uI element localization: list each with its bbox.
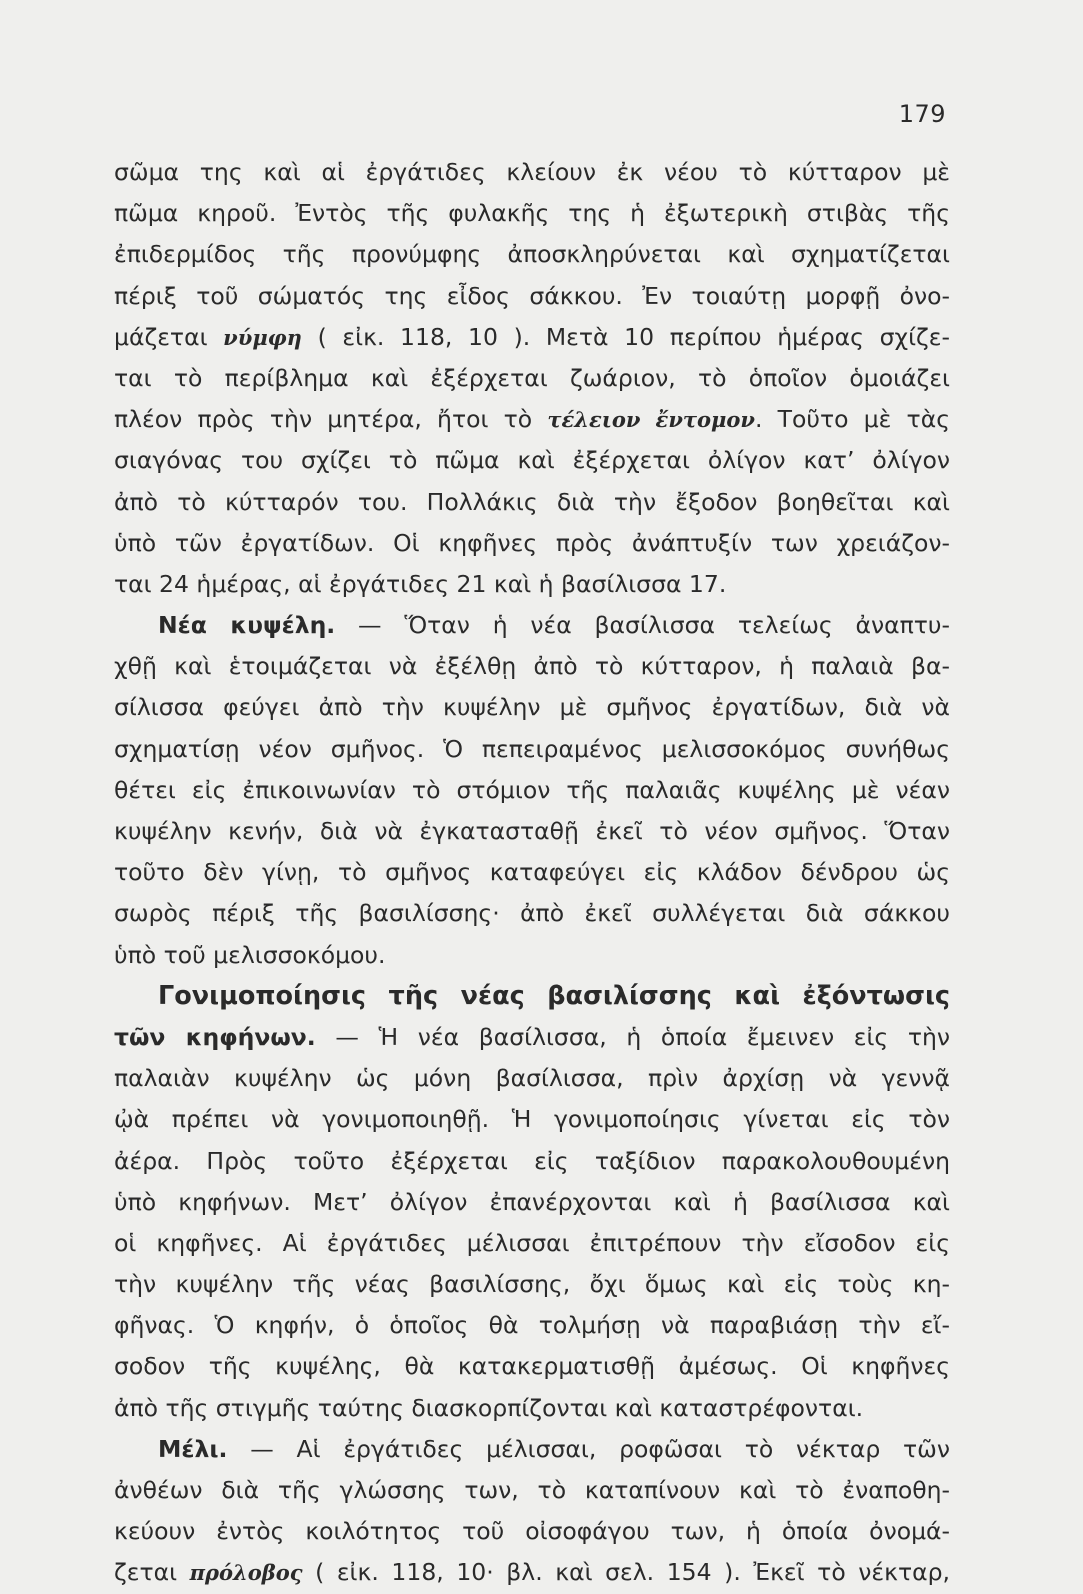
text-line [114,852,950,893]
text-line [114,893,950,934]
text-segment: σωρὸς πέριξ τῆς βασιλίσσης· ἀπὸ ἐκεῖ συλλέγεται διὰ σάκκου [114,899,950,928]
text-line [114,811,950,852]
text-segment: ται 24 ἡμέρας, αἱ ἐργάτιδες 21 καὶ ἡ βασίλισσα 17. [114,569,727,598]
text-segment: ἀπὸ τῆς στιγμῆς ταύτης διασκορπίζονται καὶ καταστρέφονται. [114,1393,864,1422]
text-segment: ὑπὸ κηφήνων. Μετ’ ὀλίγον ἐπανέρχονται καὶ ἡ βασίλισσα καὶ [114,1187,950,1216]
text-segment: σοδον τῆς κυψέλης, θὰ κατακερματισθῇ ἀμέσως. Οἱ κηφῆνες [114,1352,950,1381]
text-line [114,564,950,605]
emphasized-term: πρόλοβος [189,1560,303,1586]
text-segment: — Ὅταν ἡ νέα βασίλισσα τελείως ἀναπτυ- [335,611,950,640]
section-heading: Νέα κυψέλη. [158,611,336,640]
text-line [114,1511,950,1552]
text-line [114,1223,950,1264]
text-segment: — Αἱ ἐργάτιδες μέλισσαι, ροφῶσαι τὸ νέκταρ τῶν [227,1434,950,1463]
text-line [114,1346,950,1387]
text-line [114,482,950,523]
text-segment: φῆνας. Ὁ κηφήν, ὁ ὁποῖος θὰ τολμήσῃ νὰ παραβιάσῃ τὴν εἴ- [114,1311,950,1340]
text-line [114,687,950,728]
text-line [114,399,950,440]
text-segment: ἀέρα. Πρὸς τοῦτο ἐξέρχεται εἰς ταξίδιον παρακολουθουμένη [114,1146,950,1175]
text-line [114,1470,950,1511]
text-line [114,358,950,399]
text-segment: . Τοῦτο μὲ τὰς [754,405,950,434]
text-line [114,1058,950,1099]
text-segment: ται τὸ περίβλημα καὶ ἐξέρχεται ζωάριον, τὸ ὁποῖον ὁμοιάζει [114,363,950,392]
text-line [114,1552,950,1593]
text-line [114,234,950,275]
text-segment: σῶμα της καὶ αἱ ἐργάτιδες κλείουν ἐκ νέου τὸ κύτταρον μὲ [114,158,950,186]
emphasized-term: νύμφη [223,324,302,350]
text-segment: μάζεται [114,322,224,351]
page-number: 179 [898,100,946,128]
text-segment: ( εἰκ. 118, 10 ). Μετὰ 10 περίπου ἡμέρας σχίζε- [301,322,950,351]
text-line [114,317,950,358]
body-text [114,152,950,1594]
text-line [114,976,950,1017]
text-segment: ( εἰκ. 118, 10· βλ. καὶ σελ. 154 ). Ἐκεῖ τὸ νέκταρ, [302,1558,950,1587]
text-segment: ἀπὸ τὸ κύτταρόν του. Πολλάκις διὰ τὴν ἔξοδον βοηθεῖται καὶ [114,487,950,516]
text-line [114,193,950,234]
emphasized-term: τέλειον ἔντομον [547,407,755,433]
text-segment: ἀνθέων διὰ τῆς γλώσσης των, τὸ καταπίνουν καὶ τὸ ἐναποθη- [114,1476,950,1504]
text-segment: οἱ κηφῆνες. Αἱ ἐργάτιδες μέλισσαι ἐπιτρέπουν τὴν εἴσοδον εἰς [114,1228,950,1257]
text-segment: τὴν κυψέλην τῆς νέας βασιλίσσης, ὄχι ὅμως καὶ εἰς τοὺς κη- [114,1270,950,1299]
text-segment: κεύουν ἐντὸς κοιλότητος τοῦ οἰσοφάγου των, ἡ ὁποία ὀνομά- [114,1517,950,1546]
text-segment: θέτει εἰς ἐπικοινωνίαν τὸ στόμιον τῆς παλαιᾶς κυψέλης μὲ νέαν [114,775,950,804]
text-line [114,1305,950,1346]
text-line [114,523,950,564]
text-line [114,1182,950,1223]
section-heading: Μέλι. [158,1434,228,1463]
text-line [114,1264,950,1305]
text-line [114,729,950,770]
text-segment: σίλισσα φεύγει ἀπὸ τὴν κυψέλην μὲ σμῆνος ἐργατίδων, διὰ νὰ [114,693,950,722]
text-line [114,770,950,811]
text-line [114,440,950,481]
text-segment: ζεται [114,1558,190,1587]
text-line [114,152,950,193]
text-segment: κυψέλην κενήν, διὰ νὰ ἐγκατασταθῇ ἐκεῖ τὸ νέον σμῆνος. Ὅταν [114,817,950,845]
text-line [114,276,950,317]
text-line [114,1017,950,1058]
text-segment: χθῇ καὶ ἑτοιμάζεται νὰ ἐξέλθῃ ἀπὸ τὸ κύτταρον, ἡ παλαιὰ βα- [114,652,950,681]
text-segment: πῶμα κηροῦ. Ἐντὸς τῆς φυλακῆς της ἡ ἐξωτερικὴ στιβὰς τῆς [114,199,950,228]
text-segment: σχηματίσῃ νέον σμῆνος. Ὁ πεπειραμένος μελισσοκόμος συνήθως [114,734,950,763]
text-line [114,1388,950,1429]
text-segment: ὑπὸ τῶν ἐργατίδων. Οἱ κηφῆνες πρὸς ἀνάπτυξίν των χρειάζον- [114,528,950,557]
text-segment: ᾠὰ πρέπει νὰ γονιμοποιηθῇ. Ἡ γονιμοποίησις γίνεται εἰς τὸν [114,1105,950,1134]
text-line [114,1099,950,1140]
text-line [114,1429,950,1470]
text-segment: σιαγόνας του σχίζει τὸ πῶμα καὶ ἐξέρχεται ὀλίγον κατ’ ὀλίγον [114,446,950,475]
section-heading: τῶν κηφήνων. [114,1022,316,1051]
text-segment: — Ἡ νέα βασίλισσα, ἡ ὁποία ἔμεινεν εἰς τὴν [315,1022,951,1051]
text-line [114,605,950,646]
section-heading: Γονιμοποίησις τῆς νέας βασιλίσσης καὶ ἐξόντωσις [158,980,950,1011]
text-segment: πλέον πρὸς τὴν μητέρα, ἤτοι τὸ [114,405,548,434]
text-line [114,646,950,687]
text-line [114,1141,950,1182]
text-segment: τοῦτο δὲν γίνῃ, τὸ σμῆνος καταφεύγει εἰς κλάδον δένδρου ὡς [114,858,950,887]
text-segment: ὑπὸ τοῦ μελισσοκόμου. [114,940,386,969]
text-segment: παλαιὰν κυψέλην ὡς μόνη βασίλισσα, πρὶν ἀρχίσῃ νὰ γεννᾷ [114,1064,950,1093]
text-line [114,935,950,976]
text-segment: ἐπιδερμίδος τῆς προνύμφης ἀποσκληρύνεται καὶ σχηματίζεται [114,240,950,269]
text-segment: πέριξ τοῦ σώματός της εἶδος σάκκου. Ἐν τοιαύτῃ μορφῇ ὀνο- [114,281,950,310]
